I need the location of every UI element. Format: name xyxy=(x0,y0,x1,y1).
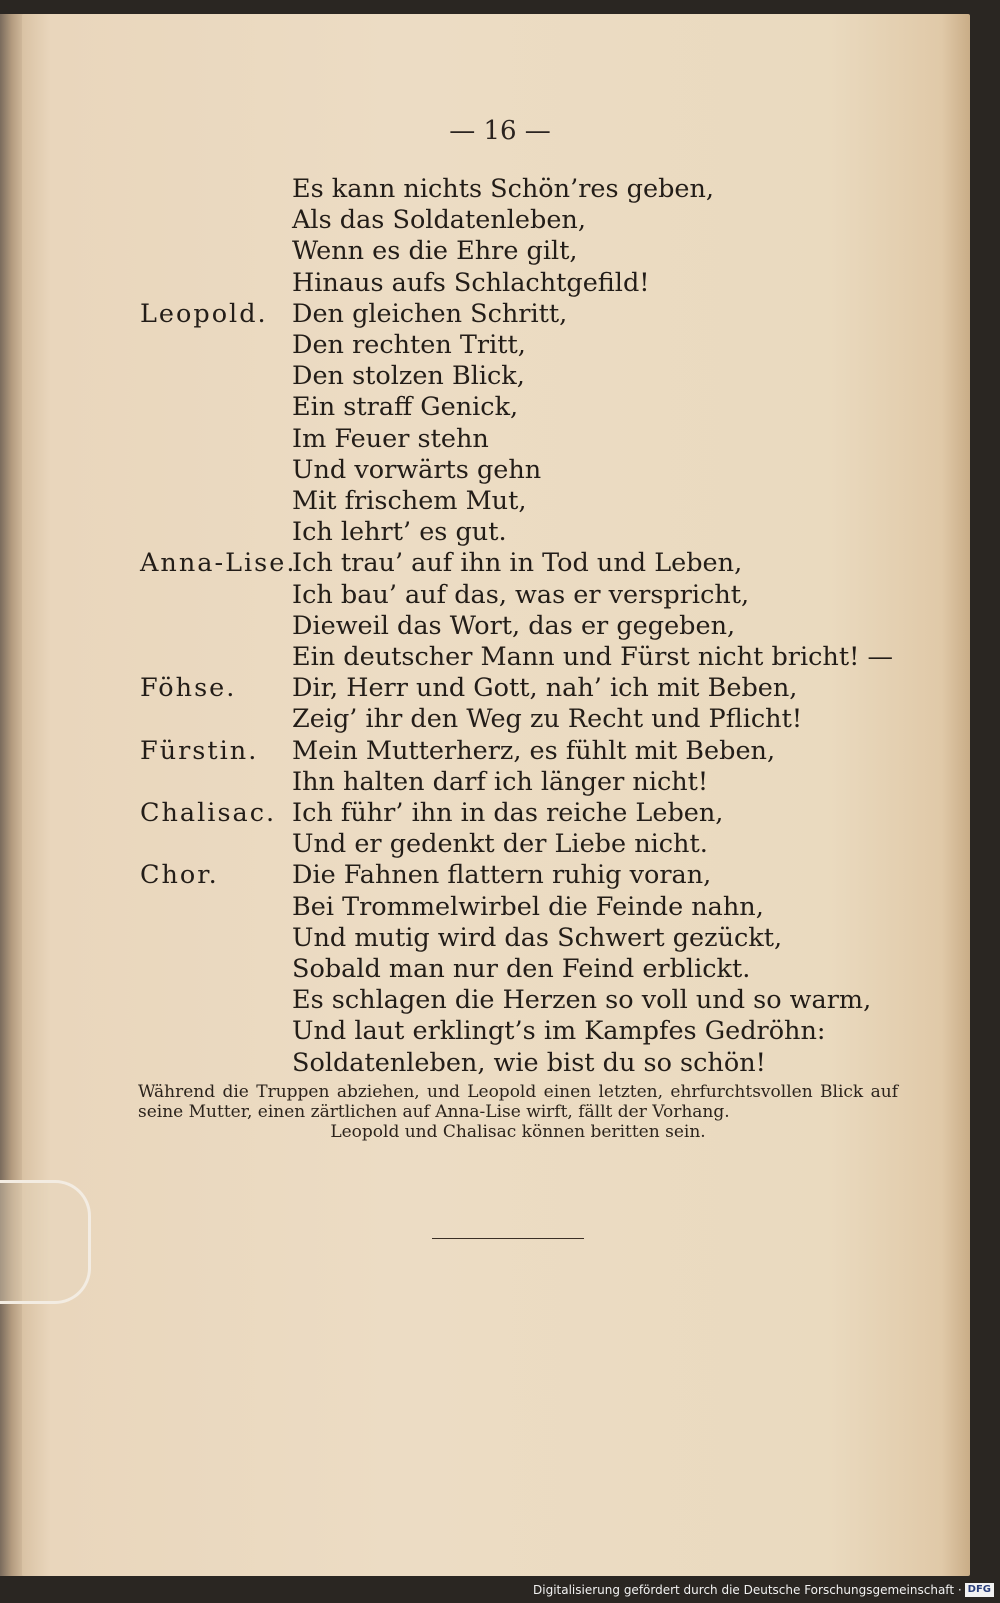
verse-text: Ich bau’ auf das, was er verspricht, xyxy=(292,579,750,610)
speaker-name xyxy=(140,611,292,642)
speaker-name xyxy=(140,330,292,361)
verse-text: Es kann nichts Schön’res geben, xyxy=(292,174,715,204)
speaker-name xyxy=(140,985,292,1016)
verse-text: Im Feuer stehn xyxy=(292,423,489,454)
verse-line xyxy=(140,860,940,891)
speaker-name xyxy=(140,236,292,267)
verse-text: Mein Mutterherz, es fühlt mit Beben, xyxy=(292,735,776,766)
verse-text: Wenn es die Ehre gilt, xyxy=(292,236,578,267)
verse-line xyxy=(140,548,940,579)
verse-line xyxy=(140,580,940,611)
verse-line xyxy=(140,455,940,486)
speaker-name: Chalisac. xyxy=(140,798,277,829)
speaker-name: Chor. xyxy=(140,860,219,891)
speaker-name xyxy=(140,486,292,517)
speaker-name xyxy=(140,424,292,455)
verse-line xyxy=(140,829,940,860)
digitization-footer xyxy=(533,1579,994,1601)
speaker-name xyxy=(140,392,292,423)
verse-text: Bei Trommelwirbel die Feinde nahn, xyxy=(292,891,764,922)
verse-line xyxy=(140,954,940,985)
verse-line xyxy=(140,767,940,798)
verse-text: Soldatenleben, wie bist du so schön! xyxy=(292,1047,766,1078)
verse-line xyxy=(140,798,940,829)
verse-text: Zeig’ ihr den Weg zu Recht und Pflicht! xyxy=(292,704,803,735)
verse-text: Ich führ’ ihn in das reiche Leben, xyxy=(292,798,724,829)
verse-line xyxy=(140,642,940,673)
verse-text: Ein deutscher Mann und Fürst nicht bricht! — xyxy=(292,642,893,673)
verse-text: Dieweil das Wort, das er gegeben, xyxy=(292,610,736,641)
speaker-name xyxy=(140,1016,292,1047)
stage-direction xyxy=(138,1082,898,1142)
verse-text: Als das Soldatenleben, xyxy=(292,205,586,236)
page-edge xyxy=(0,14,24,1576)
stage-direction-text: Während die Truppen abziehen, und Leopold einen letzten, ehrfurchtsvollen Blick auf seine Mutter, einen zärtlichen auf Anna-Lise wirft, fällt der Vorhang. xyxy=(138,1082,898,1122)
verse-text: Sobald man nur den Feind erblickt. xyxy=(292,954,751,985)
verse-text: Ein straff Genick, xyxy=(292,392,519,423)
verse-line xyxy=(140,892,940,923)
speaker-name xyxy=(140,268,292,299)
speaker-name xyxy=(140,455,292,486)
speaker-name xyxy=(140,361,292,392)
verse-line xyxy=(140,424,940,455)
verse-text: Ich lehrt’ es gut. xyxy=(292,517,507,548)
verse-line xyxy=(140,299,940,330)
verse-text: Ich trau’ auf ihn in Tod und Leben, xyxy=(292,548,743,579)
speaker-name xyxy=(140,923,292,954)
speaker-name xyxy=(140,892,292,923)
verse-text: Mit frischem Mut, xyxy=(292,486,527,517)
verse-line xyxy=(140,1048,940,1079)
verse-line xyxy=(140,361,940,392)
speaker-name xyxy=(140,704,292,735)
speaker-name xyxy=(140,580,292,611)
verse-line xyxy=(140,268,940,299)
verse-text: Die Fahnen flattern ruhig voran, xyxy=(292,860,712,891)
verse-line xyxy=(140,392,940,423)
verse-text: Den stolzen Blick, xyxy=(292,361,525,392)
verse-text: Und laut erklingt’s im Kampfes Gedröhn: xyxy=(292,1016,826,1047)
speaker-name xyxy=(140,642,292,673)
verse-line xyxy=(140,486,940,517)
speaker-name xyxy=(140,205,292,236)
verse-line xyxy=(140,236,940,267)
verse-line xyxy=(140,174,940,205)
stage-direction-last-line: Leopold und Chalisac können beritten sein. xyxy=(330,1122,706,1142)
verse-line xyxy=(140,205,940,236)
verse-text: Und mutig wird das Schwert gezückt, xyxy=(292,922,783,953)
verse-line xyxy=(140,923,940,954)
speaker-name: Föhse. xyxy=(140,673,237,704)
speaker-name xyxy=(140,517,292,548)
speaker-name xyxy=(140,174,292,205)
verse-line xyxy=(140,673,940,704)
verse-text: Den rechten Tritt, xyxy=(292,330,526,361)
verse-line xyxy=(140,330,940,361)
page-number: — 16 — xyxy=(449,116,551,146)
verse-line xyxy=(140,736,940,767)
verse-text: Und vorwärts gehn xyxy=(292,454,542,485)
verse-line xyxy=(140,704,940,735)
verse-text: Es schlagen die Herzen so voll und so warm, xyxy=(292,985,872,1016)
dfg-logo-icon: DFG xyxy=(965,1583,994,1597)
closing-rule xyxy=(432,1238,584,1239)
footer-credit: Digitalisierung gefördert durch die Deutsche Forschungsgemeinschaft · xyxy=(533,1583,962,1597)
speaker-name xyxy=(140,829,292,860)
verse-block xyxy=(140,174,940,1079)
verse-line xyxy=(140,1016,940,1047)
verse-text: Ihn halten darf ich länger nicht! xyxy=(292,766,709,797)
verse-line xyxy=(140,611,940,642)
speaker-name: Leopold. xyxy=(140,298,268,329)
speaker-name xyxy=(140,1048,292,1079)
speaker-name xyxy=(140,767,292,798)
speaker-name: Anna-Lise. xyxy=(140,548,297,579)
verse-text: Und er gedenkt der Liebe nicht. xyxy=(292,829,708,860)
verse-text: Den gleichen Schritt, xyxy=(292,298,568,329)
verse-text: Dir, Herr und Gott, nah’ ich mit Beben, xyxy=(292,673,798,704)
verse-text: Hinaus aufs Schlachtgefild! xyxy=(292,267,650,298)
verse-line xyxy=(140,985,940,1016)
speaker-name xyxy=(140,954,292,985)
page-clip-tab xyxy=(0,1180,91,1304)
verse-line xyxy=(140,517,940,548)
speaker-name: Fürstin. xyxy=(140,735,259,766)
